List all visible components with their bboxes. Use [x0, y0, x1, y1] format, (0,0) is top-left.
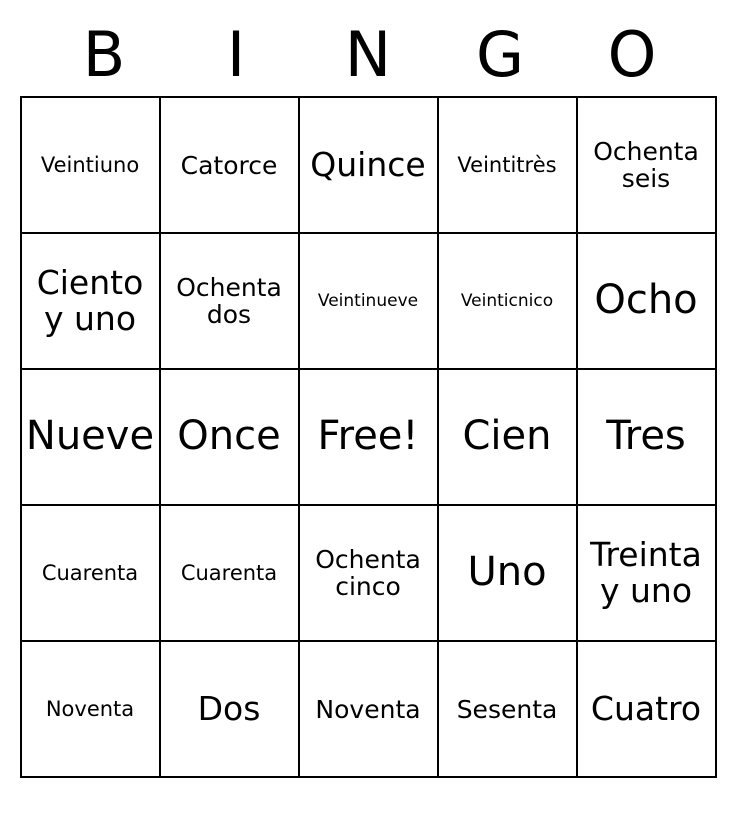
bingo-cell-label: Treinta y uno [590, 535, 702, 610]
bingo-cell-label: Veintiuno [40, 152, 140, 177]
bingo-cell-label: Veintinueve [317, 290, 419, 311]
bingo-cell-label: Catorce [180, 150, 278, 180]
bingo-cell[interactable] [438, 233, 577, 369]
bingo-cell[interactable] [438, 369, 577, 505]
bingo-cell-label: Cuarenta [41, 560, 139, 585]
bingo-cell[interactable] [438, 505, 577, 641]
bingo-cell-free[interactable] [299, 369, 438, 505]
bingo-cell-label: Veinticnico [460, 290, 554, 311]
bingo-cell-label: Ciento y uno [36, 263, 144, 338]
bingo-cell[interactable] [299, 97, 438, 233]
bingo-cell[interactable] [299, 641, 438, 777]
bingo-cell[interactable] [160, 641, 299, 777]
bingo-cell-label: Ocho [594, 277, 698, 324]
bingo-cell-label: Noventa [315, 694, 421, 724]
bingo-cell-label: Cuarenta [180, 560, 278, 585]
bingo-cell[interactable] [438, 641, 577, 777]
bingo-cell-label: Nueve [25, 413, 155, 460]
bingo-row [21, 505, 716, 641]
bingo-cell-label: Uno [467, 549, 547, 596]
bingo-cell-label: Once [177, 413, 281, 460]
bingo-row [21, 369, 716, 505]
bingo-cell[interactable] [160, 233, 299, 369]
bingo-cell[interactable] [21, 97, 160, 233]
bingo-cell-label: Dos [197, 689, 261, 729]
bingo-cell[interactable] [160, 505, 299, 641]
bingo-row [21, 233, 716, 369]
bingo-cell[interactable] [577, 641, 716, 777]
bingo-cell[interactable] [577, 233, 716, 369]
bingo-card [0, 18, 736, 822]
bingo-cell[interactable] [21, 369, 160, 505]
header-letter-b: B [82, 18, 126, 91]
bingo-cell-label: Cien [462, 413, 552, 460]
bingo-cell[interactable] [160, 369, 299, 505]
header-letter-g: G [475, 18, 525, 91]
bingo-row [21, 641, 716, 777]
bingo-row [21, 97, 716, 233]
bingo-cell-label: Cuatro [590, 689, 702, 729]
bingo-cell-label: Quince [310, 145, 426, 185]
bingo-cell[interactable] [577, 369, 716, 505]
bingo-cell[interactable] [21, 641, 160, 777]
bingo-grid [20, 96, 717, 778]
bingo-cell-label: Sesenta [456, 694, 558, 724]
bingo-cell[interactable] [577, 505, 716, 641]
bingo-cell-label: Noventa [45, 696, 135, 721]
bingo-cell-label: Free! [317, 413, 419, 460]
bingo-cell[interactable] [577, 97, 716, 233]
bingo-cell[interactable] [21, 233, 160, 369]
header-letter-o: O [607, 18, 657, 91]
bingo-cell-label: Ochenta seis [593, 137, 699, 193]
header-letter-n: N [344, 18, 392, 91]
bingo-cell[interactable] [160, 97, 299, 233]
bingo-cell[interactable] [299, 505, 438, 641]
bingo-cell[interactable] [21, 505, 160, 641]
bingo-cell-label: Ochenta cinco [315, 545, 421, 601]
bingo-cell[interactable] [299, 233, 438, 369]
bingo-cell-label: Ochenta dos [176, 273, 282, 329]
bingo-cell-label: Veintitrès [457, 152, 557, 177]
bingo-cell[interactable] [438, 97, 577, 233]
bingo-cell-label: Tres [606, 413, 686, 460]
bingo-header [38, 18, 698, 91]
header-letter-i: I [226, 18, 246, 91]
